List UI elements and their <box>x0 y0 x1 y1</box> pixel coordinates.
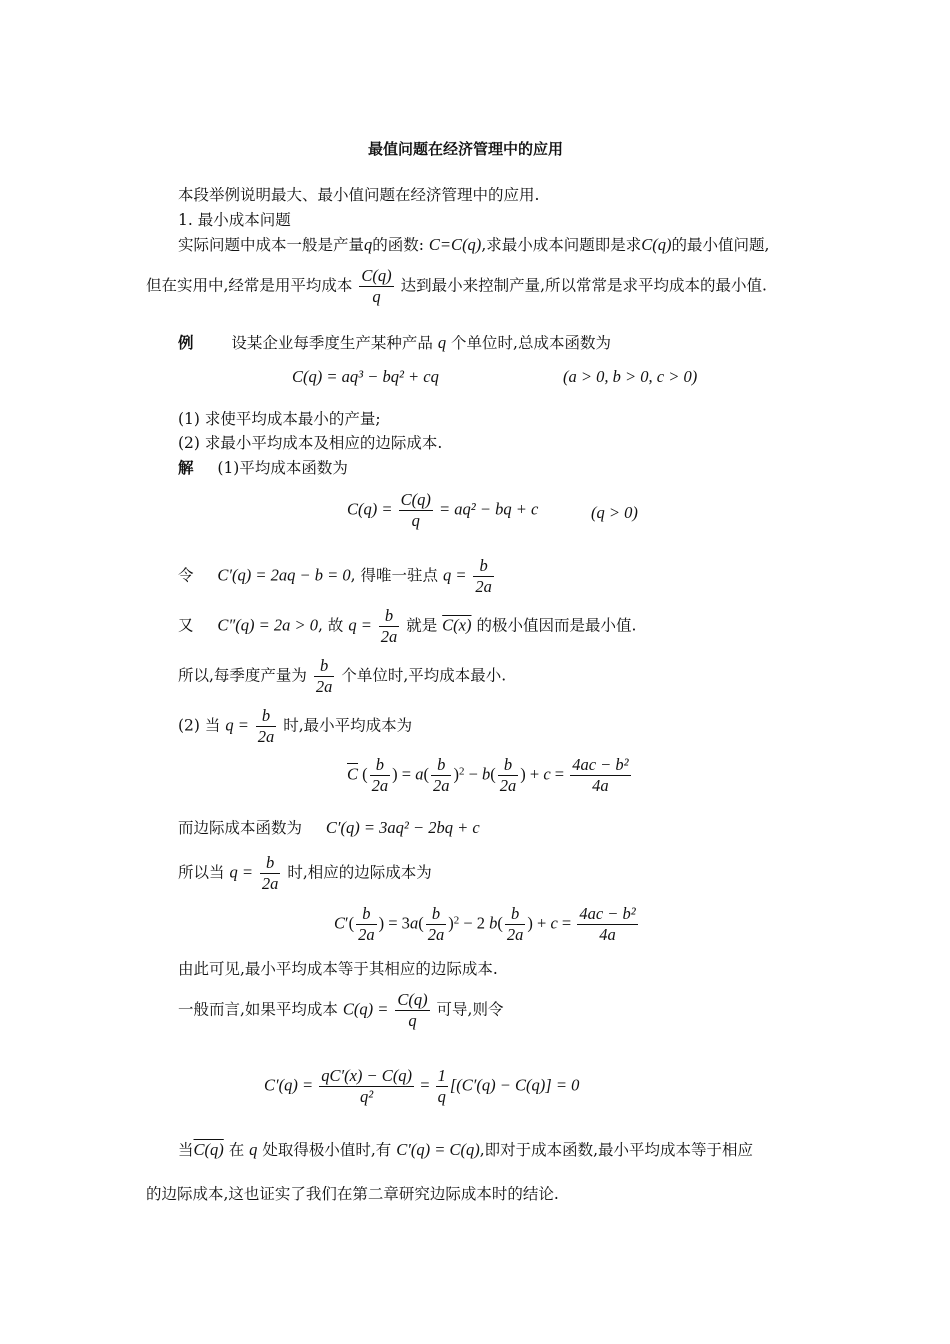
text: , 故 <box>318 616 344 635</box>
numerator: b <box>256 706 277 727</box>
text: 达到最小来控制产量,所以常常是求平均成本的最小值. <box>400 276 767 295</box>
para1-line2 <box>146 266 767 307</box>
avg-cost-formula <box>347 490 538 531</box>
numerator: qC′(x) − C(q) <box>321 1066 413 1085</box>
denominator: q² <box>360 1087 374 1106</box>
cq: C(q) <box>193 1140 224 1159</box>
fraction <box>399 490 433 531</box>
text: 又 <box>178 616 194 635</box>
formula: C(q) = aq³ − bq² + cq <box>292 367 439 386</box>
denominator: q <box>372 287 381 306</box>
text: 一般而言,如果平均成本 <box>178 1000 338 1019</box>
fraction <box>395 990 429 1031</box>
numerator: b <box>260 853 281 874</box>
solution-intro <box>178 456 348 478</box>
example-label: 例 <box>178 333 194 352</box>
numerator: C(q) <box>361 266 392 285</box>
var-q: q <box>249 1140 258 1159</box>
min-avg-formula: $\overline{C}$ ( $\frac{b}{2a}$ ) = a( $\frac{b}{2a}$ )$^2$ − b( $\frac{b}{2a}$ ) + c = $\frac{\text{4ac − b²}}{4a}$ <box>347 755 629 795</box>
again-line <box>178 606 636 647</box>
marginal-formula: C′( $\frac{b}{2a}$ ) = 3a( $\frac{b}{2a}$ )$^2$ − 2 b( $\frac{b}{2a}$ ) + c = $\frac{\text{4ac − b²}}{4a}$ <box>334 904 636 944</box>
equation: C′(q) = 2aq − b = 0 <box>217 565 351 585</box>
text: ,即对于成本函数,最小平均成本等于相应 <box>479 1141 754 1159</box>
cost-formula <box>292 367 439 387</box>
text: 就是 <box>406 616 438 635</box>
denominator: 2a <box>506 925 524 944</box>
section-heading: 1. 最小成本问题 <box>178 211 291 229</box>
text: 所以,每季度产量为 <box>178 666 307 685</box>
denominator: 2a <box>380 627 398 646</box>
condition: (a > 0, b > 0, c > 0) <box>563 367 698 386</box>
text: 当 <box>178 1141 194 1159</box>
denominator: q <box>408 1011 417 1030</box>
var-q: q <box>437 333 447 352</box>
denominator: q <box>411 511 420 530</box>
equation: C′(q) = 3aq² − 2bq + c <box>325 818 480 837</box>
text: 但在实用中,经常是用平均成本 <box>146 276 353 295</box>
so2-line <box>178 853 432 894</box>
text: 个单位时,总成本函数为 <box>451 334 611 352</box>
text: 的函数: <box>372 236 429 254</box>
equation: C″(q) = 2a > 0 <box>217 615 319 635</box>
q-eq: q = <box>229 862 253 882</box>
numerator: b <box>370 755 391 776</box>
page-title: 最值问题在经济管理中的应用 <box>368 140 564 158</box>
text: 而边际成本函数为 <box>178 819 303 837</box>
numerator: C(q) <box>400 490 431 509</box>
numerator: 4ac − b² <box>579 904 636 923</box>
result-fraction <box>577 904 637 945</box>
let-line <box>178 556 496 597</box>
lhs: C(q) = <box>347 499 393 519</box>
numerator: b <box>498 755 519 776</box>
numerator: b <box>314 656 335 677</box>
denominator: 4a <box>592 776 609 795</box>
numerator: b <box>431 755 452 776</box>
denominator: 2a <box>427 925 445 944</box>
text: 时,最小平均成本为 <box>283 716 413 735</box>
part2-line <box>178 706 412 747</box>
denominator: 2a <box>261 874 279 893</box>
q-eq: q = <box>348 615 372 635</box>
general-line <box>178 990 503 1031</box>
text: 实际问题中成本一般是产量 <box>178 236 365 254</box>
numerator: C(q) <box>397 990 428 1009</box>
text: 可导,则令 <box>436 1000 504 1019</box>
denominator: 2a <box>315 677 333 696</box>
fraction <box>256 706 277 747</box>
q-eq: q = <box>442 565 467 585</box>
denominator: 4a <box>599 925 616 944</box>
denominator: 2a <box>499 776 517 795</box>
numerator: b <box>356 904 377 925</box>
marginal-line <box>178 816 480 838</box>
text: 个单位时,平均成本最小. <box>341 666 507 685</box>
numerator: b <box>426 904 447 925</box>
fraction-inverse-q <box>436 1066 448 1107</box>
denominator: 2a <box>358 925 375 944</box>
numerator: 4ac − b² <box>572 755 629 774</box>
text: ,求最小成本问题即是求 <box>481 236 642 254</box>
denominator: q <box>437 1087 446 1106</box>
denominator: 2a <box>475 577 492 596</box>
text: , 得唯一驻点 <box>350 566 439 585</box>
final-line1 <box>178 1138 753 1160</box>
text: 所以当 <box>178 863 225 882</box>
cost-cq: C(q) <box>641 235 672 254</box>
cost-condition <box>563 367 697 387</box>
rhs: = aq² − bq + c <box>439 499 539 519</box>
lhs: C′(q) = <box>264 1075 314 1095</box>
intro-paragraph: 本段举例说明最大、最小值问题在经济管理中的应用. <box>178 186 540 204</box>
text: (2) 当 <box>178 716 221 735</box>
result-fraction <box>570 755 630 796</box>
text: 设某企业每季度生产某种产品 <box>231 334 433 352</box>
cost-function: C=C(q) <box>428 235 482 254</box>
fraction <box>260 853 281 894</box>
derivative-formula: C′(q) = $\frac{qC'(x) - C(q)}{\text{q²}}$ = $\frac{1}{q}$ [(C′(q) − C(q)] = 0 <box>264 1066 580 1106</box>
numerator: b <box>505 904 526 925</box>
condition: (q > 0) <box>591 503 638 522</box>
text: (1)平均成本函数为 <box>217 459 348 477</box>
rhs: [(C′(q) − C(q)] = 0 <box>449 1075 580 1095</box>
cq: C(q) = <box>342 999 389 1019</box>
var-q: q <box>364 235 373 254</box>
question-2: (2) 求最小平均成本及相应的边际成本. <box>178 434 443 452</box>
numerator: b <box>379 606 400 627</box>
text: 的最小值问题, <box>671 236 770 254</box>
numerator: 1 <box>437 1066 446 1085</box>
equation: C′(q) = C(q) <box>396 1140 480 1159</box>
fraction <box>319 1066 414 1107</box>
cx: C(x) <box>442 615 472 635</box>
text: 时,相应的边际成本为 <box>287 863 432 882</box>
example-line <box>178 331 611 353</box>
text: 在 <box>228 1141 245 1159</box>
denominator: 2a <box>257 727 275 746</box>
question-1: (1) 求使平均成本最小的产量; <box>178 410 381 428</box>
avg-cost-fraction <box>359 266 393 307</box>
final-line2: 的边际成本,这也证实了我们在第二章研究边际成本时的结论. <box>146 1185 559 1203</box>
denominator: 2a <box>432 776 450 795</box>
text: 处取得极小值时,有 <box>262 1141 392 1159</box>
avg-cost-condition <box>591 503 638 523</box>
fraction <box>473 556 494 597</box>
text: 的极小值因而是最小值. <box>476 616 637 635</box>
conclusion-1: 由此可见,最小平均成本等于其相应的边际成本. <box>178 960 498 978</box>
q-eq: q = <box>225 715 249 735</box>
para1-line1 <box>178 233 769 255</box>
numerator: b <box>473 556 494 577</box>
text: 令 <box>178 566 194 585</box>
fraction <box>379 606 400 647</box>
so-line <box>178 656 506 697</box>
fraction <box>314 656 335 697</box>
denominator: 2a <box>371 776 389 795</box>
solution-label: 解 <box>178 458 194 477</box>
